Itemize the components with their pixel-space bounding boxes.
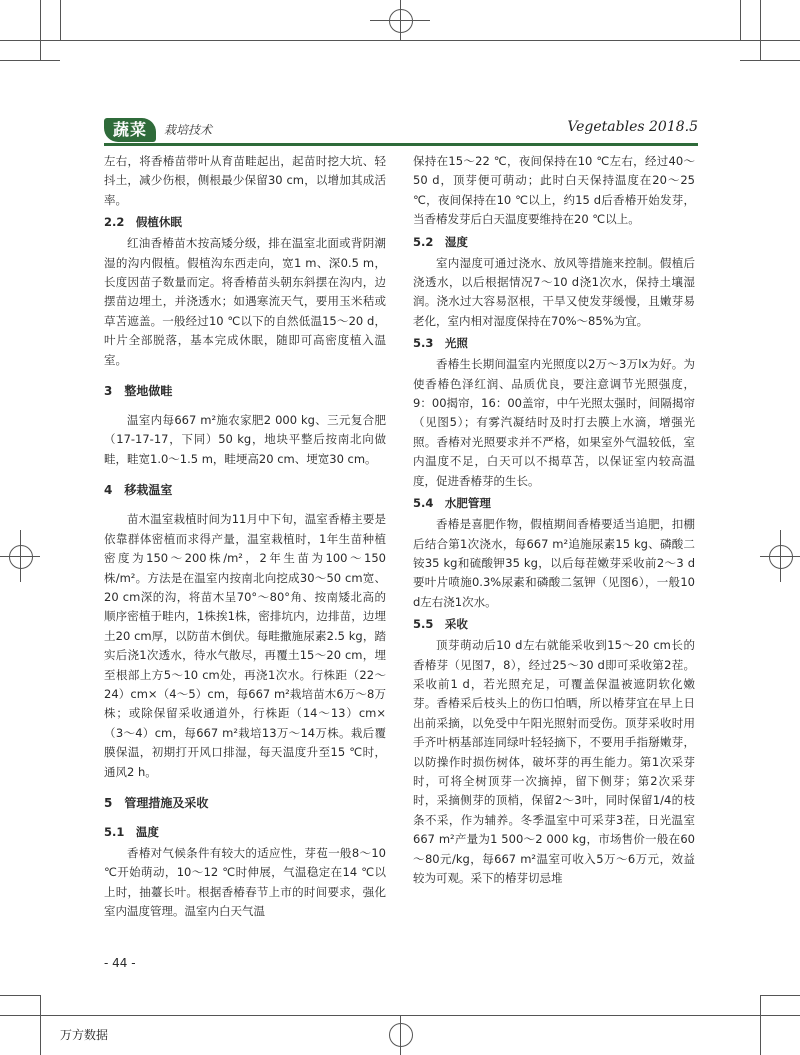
paragraph: 保持在15～22 ℃，夜间保持在10 ℃左右，经过40～50 d，顶芽便可萌动；此时白天保持温度在20～25 ℃，夜间保持在10 ℃以上，约15 d后香椿开始发芽，当香椿发芽后白天温度要维持在20 ℃以上。 — [413, 154, 695, 227]
crop-mark — [760, 0, 761, 60]
left-column — [104, 152, 386, 922]
crop-mark — [760, 995, 761, 1055]
subsection-heading: 2.2 假植休眠 — [104, 215, 182, 230]
subsection-heading: 5.5 采收 — [413, 617, 468, 632]
subsection-heading: 5.4 水肥管理 — [413, 496, 491, 511]
journal-issue: Vegetables 2018.5 — [567, 119, 698, 135]
section-heading: 3 整地做畦 — [104, 384, 173, 399]
crop-mark — [740, 60, 800, 61]
crop-mark — [760, 995, 800, 996]
crop-mark — [0, 40, 800, 41]
registration-mark — [9, 545, 33, 569]
section-heading: 5 管理措施及采收 — [104, 795, 209, 810]
right-column — [413, 152, 695, 888]
crop-mark — [40, 995, 41, 1055]
paragraph: 香椿是喜肥作物，假植期间香椿要适当追肥，扣棚后结合第1次浇水，每667 m²追施尿素15 kg、磷酸二铵35 kg和硫酸钾35 kg，以后每茬嫩芽采收前2～3 d要叶片喷施0.3%尿素和磷酸二氢钾（见图6），一般10 d左右浇1次水。 — [413, 517, 695, 609]
paragraph: 左右，将香椿苗带叶从育苗畦起出，起苗时挖大坑、轻抖土，减少伤根，侧根最少保留30 cm，以增加其成活率。 — [104, 154, 386, 207]
paragraph: 香椿对气候条件有较大的适应性，芽苞一般8～10 ℃开始萌动，10～12 ℃时伸展，气温稳定在14 ℃以上时，抽薹长叶。根据香椿春节上市的时间要求，强化室内温度管理。温室内白天气温 — [104, 845, 386, 919]
registration-mark — [769, 545, 793, 569]
database-brand: 万方数据 — [60, 1028, 109, 1042]
crop-mark — [0, 60, 60, 61]
registration-mark — [389, 1023, 413, 1047]
subsection-heading: 5.2 湿度 — [413, 234, 468, 249]
crop-mark — [60, 0, 61, 40]
subsection-heading: 5.1 温度 — [104, 824, 159, 839]
crop-mark — [40, 0, 41, 60]
crop-mark — [740, 0, 741, 40]
paragraph: 苗木温室栽植时间为11月中下旬，温室香椿主要是依靠群体密植而求得产量，温室栽植时，1年生苗种植密度为150～200株/m²，2年生苗为100～150株/m²。方法是在温室内按南北向挖成30～50 cm宽、20 cm深的沟，将苗木呈70°～80°角、按南矮北高的顺序密植于畦内，1株挨1株，密排坑内，边排苗，边埋土20 cm厚，以防苗木倒伏。每畦撒施尿素2.5 kg，踏实后浇1次透水，待水气散尽，再覆土15～20 cm，埋至根部上方5～10 cm处，再浇1次水。行株距（22～24）cm×（4～5）cm，每667 m²栽培苗木6万～8万株；或除保留采收通道外，行株距（14～13）cm×（3～4）cm，每667 m²栽培13万～14万株。栽后覆膜保温，初期打开风口排湿，每天温度升至15 ℃时，通风2 h。 — [104, 512, 386, 779]
crop-mark — [0, 995, 40, 996]
paragraph: 室内湿度可通过浇水、放风等措施来控制。假植后浇透水，以后根据情况7～10 d浇1次水，保持土壤湿润。浇水过大容易沤根，干旱又使发芽缓慢，且嫩芽易老化，室内相对湿度保持在70%～85%为宜。 — [413, 255, 695, 328]
crop-mark — [370, 20, 430, 21]
section-name: 栽培技术 — [164, 123, 213, 137]
journal-logo: 蔬菜 — [104, 118, 156, 142]
header-rule — [104, 143, 698, 146]
registration-mark — [389, 9, 413, 33]
paragraph: 红油香椿苗木按高矮分级，排在温室北面或背阴潮湿的沟内假植。假植沟东西走向，宽1 m、深0.5 m，长度因苗子数量而定。将香椿苗头朝东斜摆在沟内，边摆苗边埋土，并浇透水；如遇寒流天气，要用玉米秸或草苫遮盖。一般经过10 ℃以下的自然低温15～20 d，叶片全部脱落，基本完成休眠，随即可高密度植入温室。 — [104, 236, 386, 367]
page-number: - 44 - — [104, 956, 136, 970]
section-heading: 4 移栽温室 — [104, 483, 173, 498]
subsection-heading: 5.3 光照 — [413, 336, 468, 351]
paragraph: 顶芽萌动后10 d左右就能采收到15～20 cm长的香椿芽（见图7，8），经过25～30 d即可采收第2茬。采收前1 d，若光照充足，可覆盖保温被遮阴软化嫩芽。香椿采后枝头上的伤口怕晒，所以椿芽宜在早上日出前采摘，以免受中午阳光照射而受伤。顶芽采收时用手齐叶柄基部连同绿叶轻轻摘下，不要用手指掰嫩芽，以防操作时损伤树体，破坏芽的再生能力。第1次采芽时，可将全树顶芽一次摘掉，留下侧芽；第2次采芽时，采摘侧芽的顶梢，保留2～3叶，同时保留1/4的枝条不采，作为辅养。冬季温室中可采芽3茬，日光温室667 m²产量为1 500～2 000 kg，市场售价一般在60～80元/kg，每667 m²温室可收入5万～6万元，效益较为可观。采下的椿芽切忌堆 — [413, 638, 695, 885]
paragraph: 温室内每667 m²施农家肥2 000 kg、三元复合肥（17-17-17，下同）50 kg，地块平整后按南北向做畦，畦宽1.0～1.5 m，畦埂高20 cm、埂宽30 cm。 — [104, 413, 386, 466]
paragraph: 香椿生长期间温室内光照度以2万～3万lx为好。为使香椿色泽红润、品质优良，要注意调节光照强度，9：00揭帘，16：00盖帘，中午光照太强时，间隔揭帘（见图5）；有雾汽凝结时及时打去膜上水滴，增强光照。香椿对光照要求并不严格，如果室外气温较低，室内温度不足，白天可以不揭草苫，以保证室内较高温度，促进香椿芽的生长。 — [413, 357, 695, 488]
